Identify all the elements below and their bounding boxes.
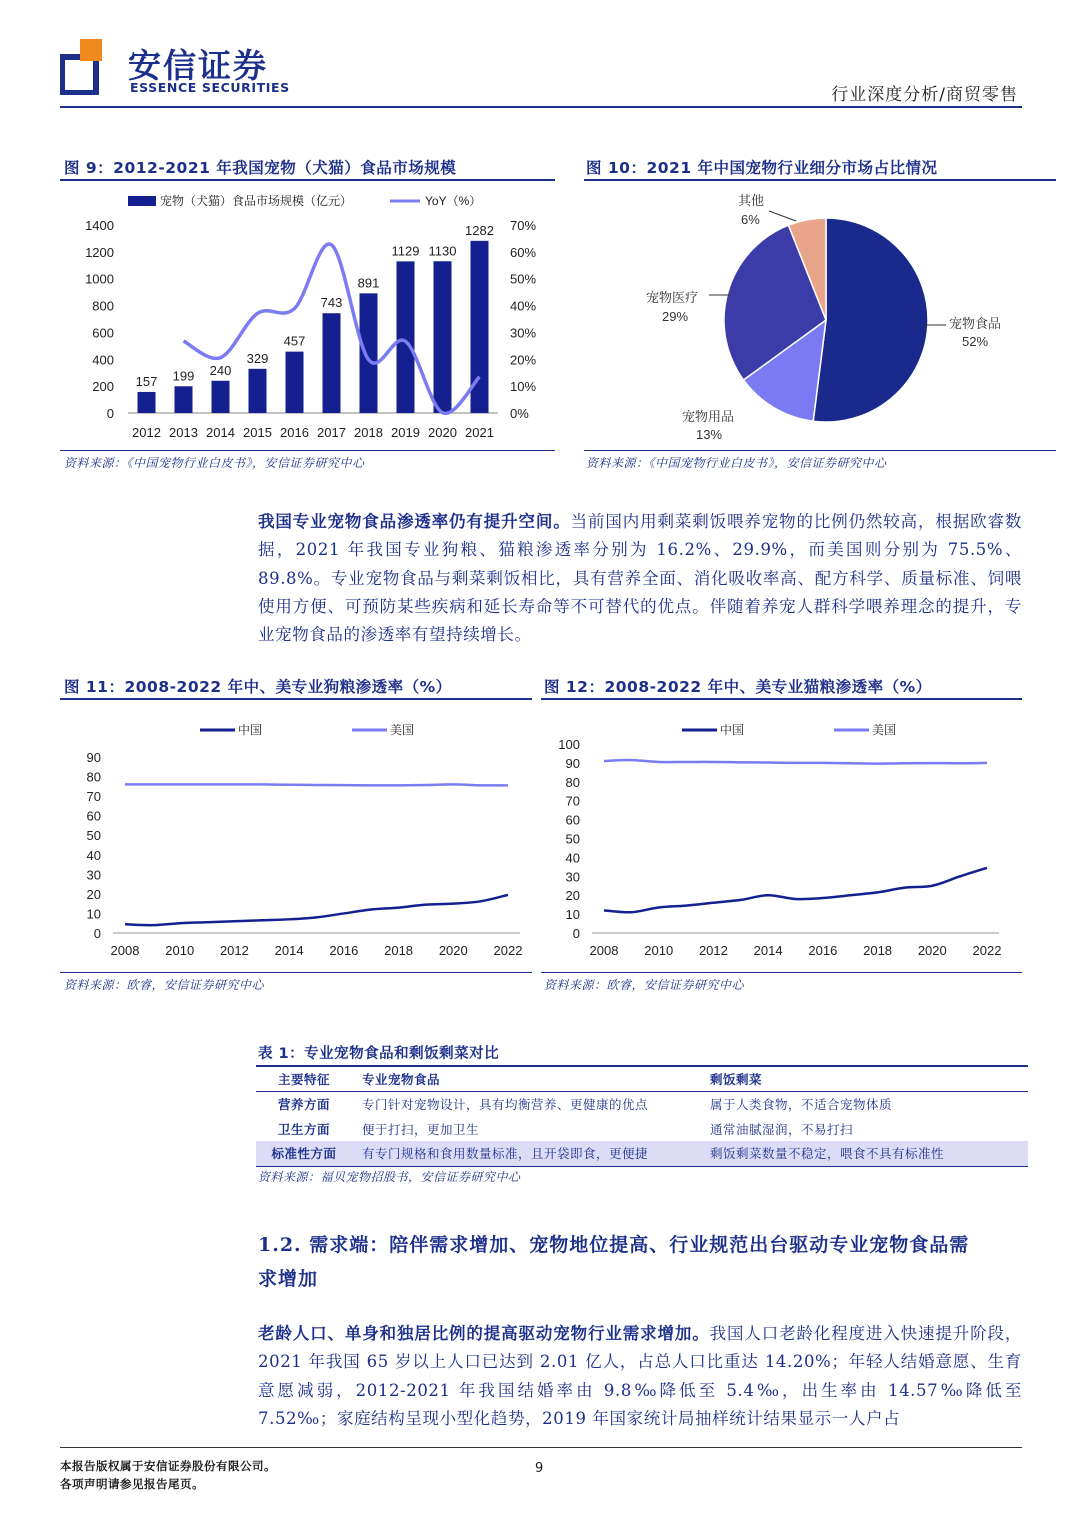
y-left-tick-label: 0: [106, 406, 114, 421]
table-header-cell: 剩饭剩菜: [700, 1066, 1028, 1091]
table-row: [256, 1141, 1028, 1166]
pie-slice-0: [813, 218, 928, 422]
fig11-chart: [60, 705, 535, 970]
y-left-tick-label: 800: [92, 298, 114, 314]
bar-value-label: 199: [172, 368, 195, 384]
y-tick-label: 10: [86, 906, 101, 922]
footer-line2: 各项声明请参见报告尾页。: [60, 1477, 204, 1491]
table-cell: 属于人类食物，不适合宠物体质: [710, 1096, 893, 1112]
bar-value-label: 457: [283, 333, 306, 349]
table-cell: 剩饭剩菜数量不稳定，喂食不具有标准性: [700, 1141, 1028, 1166]
bar-value-label: 891: [357, 275, 380, 291]
y-right-tick-label: 10%: [510, 379, 537, 395]
y-right-tick-label: 30%: [510, 325, 537, 341]
bar-2018: [360, 293, 378, 413]
fig10-title-rule: [584, 179, 1056, 181]
y-tick-label: 60: [86, 808, 101, 824]
y-tick-label: 50: [565, 831, 580, 847]
bar-2012: [138, 392, 156, 413]
y-tick-label: 0: [93, 926, 101, 941]
table-header-row: [256, 1066, 1028, 1091]
x-tick-label: 2010: [165, 943, 195, 958]
y-left-tick-label: 1400: [85, 218, 114, 233]
table-cell: 有专门规格和食用数量标准，且开袋即食，更便捷: [352, 1141, 700, 1166]
series-line-美国: [125, 784, 508, 785]
bar-value-label: 1282: [465, 222, 494, 238]
para2-lead: 老龄人口、单身和独居比例的提高驱动宠物行业需求增加。: [258, 1324, 710, 1343]
y-tick-label: 100: [558, 737, 580, 752]
pie-label-food-name: 宠物食品: [949, 316, 1002, 331]
comparison-table: [256, 1065, 1028, 1167]
pie-label-goods-name: 宠物用品: [682, 409, 735, 424]
bar-value-label: 1129: [391, 243, 420, 259]
footer-rule: [60, 1447, 1022, 1448]
legend-bar-swatch: [128, 196, 156, 206]
paragraph-penetration: [258, 508, 1022, 649]
y-tick-label: 90: [86, 750, 101, 765]
y-tick-label: 60: [565, 812, 580, 828]
fig11-title-rule: [60, 698, 532, 700]
x-tick-label: 2018: [863, 943, 893, 958]
y-left-tick-label: 400: [92, 352, 114, 368]
para1-body: 当前国内用剩菜剩饭喂养宠物的比例仍然较高，根据欧睿数据，2021 年我国专业狗粮、猫粮渗透率分别为 16.2%、29.9%，而美国则分别为 75.5%、89.8%。专业宠物食品与剩菜剩饭相比，具有营养全面、消化吸收率高、配方科学、质量标准、饲喂使用方便、可预防某些疾病和延长寿命等不可替代的优点。伴随着养宠人群科学喂养理念的提升，专业宠物食品的渗透率有望持续增长。: [258, 512, 1022, 645]
legend-china-label: 中国: [720, 723, 745, 737]
y-tick-label: 70: [86, 789, 101, 805]
table1-title: 表 1：专业宠物食品和剩饭剩菜对比: [258, 1046, 500, 1062]
y-tick-label: 10: [565, 907, 580, 923]
x-tick-label: 2016: [808, 943, 838, 958]
fig10-source: 资料来源：《中国宠物行业白皮书》，安信证券研究中心: [586, 456, 887, 470]
x-tick-label: 2010: [644, 943, 674, 958]
footer-copyright: [60, 1457, 276, 1493]
x-tick-label: 2020: [917, 943, 947, 958]
logo-name-en: ESSENCE SECURITIES: [130, 80, 290, 95]
table-cell: 营养方面: [277, 1096, 330, 1112]
y-tick-label: 30: [565, 869, 580, 885]
pie-label-medical-name: 宠物医疗: [646, 290, 699, 305]
y-right-tick-label: 60%: [510, 244, 537, 260]
series-line-中国: [604, 868, 987, 912]
legend-us-label: 美国: [872, 723, 897, 737]
legend-china-label: 中国: [238, 723, 263, 737]
y-tick-label: 70: [565, 793, 580, 809]
series-line-美国: [604, 760, 987, 764]
company-logo: [60, 37, 104, 95]
bar-2013: [175, 386, 193, 413]
fig9-title: 图 9：2012-2021 年我国宠物（犬猫）食品市场规模: [64, 159, 457, 177]
table-row: [256, 1091, 1028, 1116]
x-tick-label: 2020: [438, 943, 468, 958]
y-right-tick-label: 70%: [510, 218, 537, 233]
bar-2020: [434, 261, 452, 413]
fig12-legend: [682, 722, 896, 737]
table-header-cell: 主要特征: [256, 1066, 352, 1091]
fig9-bottom-rule: [60, 450, 555, 451]
table-cell: 专门针对宠物设计，具有均衡营养、更健康的优点: [362, 1096, 649, 1112]
header-rule: [60, 106, 1022, 108]
table-cell: 通常油腻湿润，不易打扫: [710, 1121, 854, 1137]
y-left-tick-label: 200: [92, 379, 114, 395]
x-tick-label: 2012: [219, 943, 249, 958]
para1-lead: 我国专业宠物食品渗透率仍有提升空间。: [258, 512, 571, 531]
x-tick-label: 2018: [354, 425, 383, 440]
pie-label-other-pct: 6%: [741, 212, 760, 227]
fig12-source: 资料来源：欧睿，安信证券研究中心: [544, 978, 745, 992]
fig12-chart: [541, 705, 1026, 970]
y-right-tick-label: 40%: [510, 298, 537, 314]
y-tick-label: 20: [86, 886, 101, 902]
fig9-chart: [60, 185, 560, 445]
report-type: 行业深度分析/商贸零售: [831, 85, 1018, 105]
y-right-tick-label: 50%: [510, 271, 537, 287]
bar-value-label: 743: [320, 295, 343, 311]
bar-2019: [397, 261, 415, 413]
y-tick-label: 80: [565, 774, 580, 790]
table-row: [256, 1116, 1028, 1141]
y-left-tick-label: 1200: [85, 244, 114, 260]
fig10-bottom-rule: [584, 450, 1056, 451]
table-cell: 标准性方面: [256, 1141, 352, 1166]
fig11-bottom-rule: [60, 972, 532, 973]
x-tick-label: 2019: [391, 425, 420, 440]
section-title-line2: 求增加: [258, 1268, 319, 1290]
footer-line1: 本报告版权属于安信证券股份有限公司。: [60, 1459, 276, 1473]
bar-value-label: 240: [209, 362, 232, 378]
bar-2016: [286, 352, 304, 413]
legend-line-label: YoY（%）: [425, 194, 482, 208]
x-tick-label: 2008: [589, 943, 619, 958]
pie-leader-other: [769, 211, 796, 221]
fig9-title-rule: [60, 179, 555, 181]
fig11-legend: [200, 722, 414, 737]
logo-mark-icon: [60, 37, 104, 95]
x-tick-label: 2020: [428, 425, 457, 440]
section-title-line1: 1.2. 需求端：陪伴需求增加、宠物地位提高、行业规范出台驱动专业宠物食品需: [258, 1234, 970, 1256]
x-tick-label: 2014: [753, 943, 783, 958]
legend-us-label: 美国: [390, 723, 415, 737]
table-header-cell: 专业宠物食品: [352, 1066, 700, 1091]
fig11-source: 资料来源：欧睿，安信证券研究中心: [64, 978, 265, 992]
x-tick-label: 2018: [384, 943, 414, 958]
pie-label-goods-pct: 13%: [696, 427, 723, 442]
para2-body: 我国人口老龄化程度进入快速提升阶段，2021 年我国 65 岁以上人口已达到 2.01 亿人，占总人口比重达 14.20%；年轻人结婚意愿、生育意愿减弱，2012-2021 年我国结婚率由 9.8‰降低至 5.4‰，出生率由 14.57‰降低至 7.52‰；家庭结构呈现小型化趋势，2019 年国家统计局抽样统计结果显示一人户占: [258, 1324, 1022, 1428]
legend-bar-label: 宠物（犬猫）食品市场规模（亿元）: [160, 194, 353, 208]
bar-2015: [249, 369, 267, 413]
y-left-tick-label: 600: [92, 325, 114, 341]
y-left-tick-label: 1000: [85, 271, 114, 287]
bar-value-label: 329: [246, 350, 269, 366]
pie-label-other-name: 其他: [738, 193, 765, 208]
bar-2014: [212, 381, 230, 413]
x-tick-label: 2016: [329, 943, 359, 958]
y-tick-label: 40: [565, 850, 580, 866]
x-tick-label: 2008: [110, 943, 140, 958]
fig12-title: 图 12：2008-2022 年中、美专业猫粮渗透率（%）: [544, 678, 932, 696]
y-tick-label: 80: [86, 769, 101, 785]
bar-value-label: 1130: [428, 243, 457, 259]
x-tick-label: 2022: [972, 943, 1002, 958]
x-tick-label: 2017: [317, 425, 346, 440]
table-cell: 卫生方面: [277, 1121, 330, 1137]
x-tick-label: 2022: [493, 943, 523, 958]
section-heading: [258, 1228, 1022, 1296]
bar-2017: [323, 313, 341, 413]
page-number: 9: [535, 1461, 544, 1476]
y-tick-label: 0: [572, 926, 580, 941]
paragraph-demand: [258, 1320, 1022, 1433]
bar-value-label: 157: [135, 373, 158, 389]
y-tick-label: 50: [86, 828, 101, 844]
fig11-title: 图 11：2008-2022 年中、美专业狗粮渗透率（%）: [64, 678, 452, 696]
y-tick-label: 40: [86, 847, 101, 863]
table-cell: 便于打扫，更加卫生: [362, 1121, 480, 1137]
fig9-legend: [128, 193, 481, 208]
y-tick-label: 90: [565, 755, 580, 771]
x-tick-label: 2014: [206, 425, 235, 440]
y-tick-label: 30: [86, 867, 101, 883]
x-tick-label: 2021: [465, 425, 494, 440]
pie-label-food-pct: 52%: [962, 334, 989, 349]
fig12-bottom-rule: [541, 972, 1022, 973]
fig9-source: 资料来源：《中国宠物行业白皮书》，安信证券研究中心: [64, 456, 365, 470]
fig12-title-rule: [541, 698, 1022, 700]
y-tick-label: 20: [565, 888, 580, 904]
fig10-title: 图 10：2021 年中国宠物行业细分市场占比情况: [586, 159, 938, 177]
x-tick-label: 2013: [169, 425, 198, 440]
y-right-tick-label: 0%: [510, 406, 529, 421]
fig10-chart: [584, 185, 1056, 447]
pie-label-medical-pct: 29%: [662, 309, 689, 324]
logo-name-cn: 安信证券: [128, 46, 268, 85]
x-tick-label: 2012: [698, 943, 728, 958]
series-line-中国: [125, 895, 508, 925]
y-right-tick-label: 20%: [510, 352, 537, 368]
x-tick-label: 2016: [280, 425, 309, 440]
table1-source: 资料来源：福贝宠物招股书，安信证券研究中心: [258, 1170, 521, 1184]
x-tick-label: 2015: [243, 425, 272, 440]
x-tick-label: 2014: [274, 943, 304, 958]
x-tick-label: 2012: [132, 425, 161, 440]
